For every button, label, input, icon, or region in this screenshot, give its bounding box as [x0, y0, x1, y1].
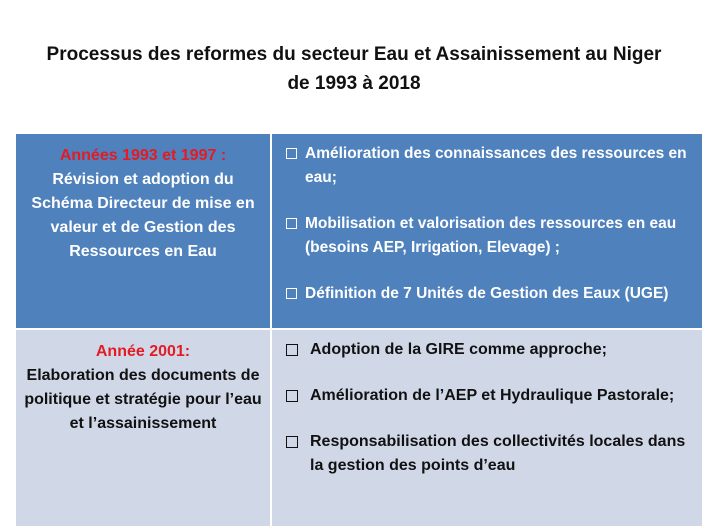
actions-cell — [270, 134, 702, 328]
period-year: Années 1993 et 1997 : — [59, 147, 227, 164]
period-year: Année 2001: — [95, 343, 191, 360]
list-item-text: Adoption de la GIRE comme approche; — [310, 341, 607, 358]
checkbox-bullet-icon — [286, 436, 298, 448]
table-row — [16, 134, 702, 330]
checkbox-bullet-icon — [286, 148, 297, 159]
period-description: Elaboration des documents de politique et stratégie pour l’eau et l’assainissement — [24, 367, 262, 432]
checkbox-bullet-icon — [286, 288, 297, 299]
list-item — [286, 142, 692, 190]
actions-cell — [270, 330, 702, 526]
period-cell — [16, 134, 270, 328]
period-cell — [16, 330, 270, 526]
list-item-text: Amélioration des connaissances des ressources en eau; — [305, 145, 687, 186]
list-item — [286, 282, 692, 306]
checkbox-bullet-icon — [286, 390, 298, 402]
list-item — [286, 338, 692, 362]
checkbox-bullet-icon — [286, 218, 297, 229]
list-item — [286, 384, 692, 408]
list-item-text: Définition de 7 Unités de Gestion des Eaux (UGE) — [305, 285, 669, 302]
page-title — [0, 40, 708, 98]
title-line-2: de 1993 à 2018 — [287, 73, 421, 94]
period-description: Révision et adoption du Schéma Directeur de mise en valeur et de Gestion des Ressources en Eau — [31, 171, 255, 260]
list-item-text: Mobilisation et valorisation des ressources en eau (besoins AEP, Irrigation, Elevage) ; — [305, 215, 677, 256]
title-line-1: Processus des reformes du secteur Eau et Assainissement au Niger — [46, 44, 662, 65]
list-item-text: Amélioration de l’AEP et Hydraulique Pastorale; — [310, 387, 675, 404]
checkbox-bullet-icon — [286, 344, 298, 356]
list-item — [286, 212, 692, 260]
table-row — [16, 330, 702, 526]
list-item — [286, 430, 692, 478]
list-item-text: Responsabilisation des collectivités locales dans la gestion des points d’eau — [310, 433, 686, 474]
reform-table — [16, 134, 702, 526]
